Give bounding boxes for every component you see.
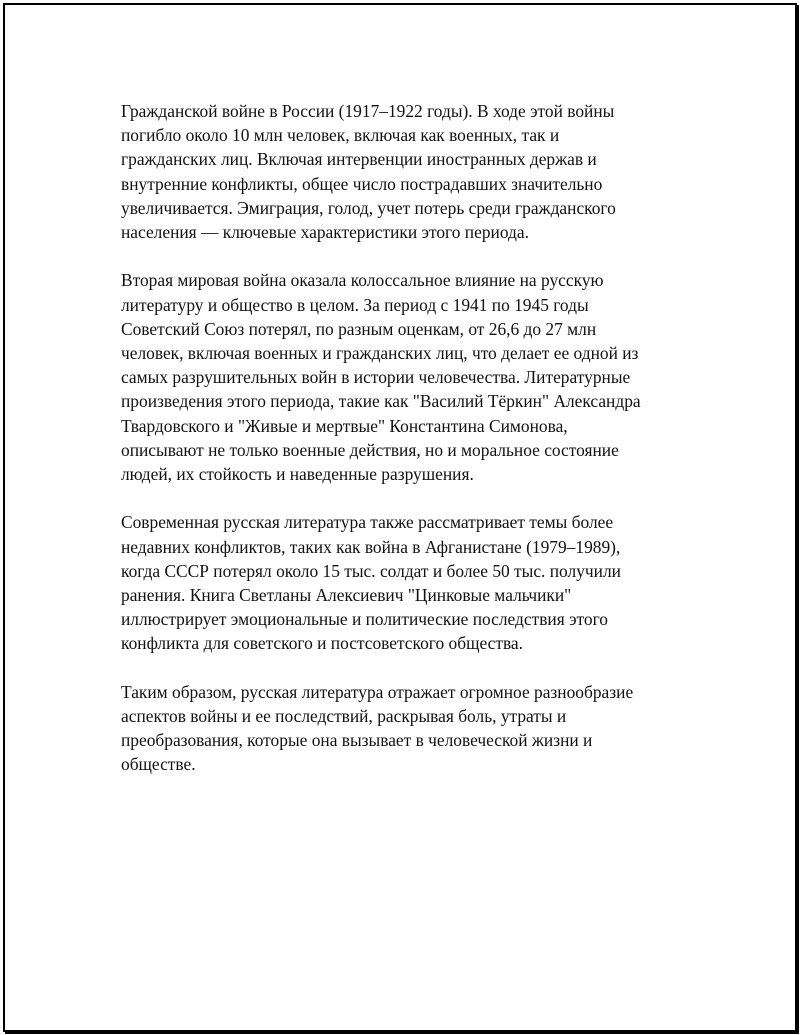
text-line: людей, их стойкость и наведенные разрушения. xyxy=(121,464,474,485)
paragraph-world-war-two xyxy=(121,268,691,486)
text-line: Таким образом, русская литература отражает огромное разнообразие xyxy=(121,681,634,702)
text-line: ранения. Книга Светланы Алексиевич "Цинковые мальчики" xyxy=(121,585,572,606)
text-line: увеличивается. Эмиграция, голод, учет потерь среди гражданского xyxy=(121,197,616,218)
paragraph-conclusion xyxy=(121,680,691,777)
text-line: обществе. xyxy=(121,754,196,775)
text-line: Твардовского и "Живые и мертвые" Константина Симонова, xyxy=(121,415,568,436)
paragraph-afghan-war xyxy=(121,510,691,655)
text-line: внутренние конфликты, общее число пострадавших значительно xyxy=(121,173,603,194)
text-line: гражданских лиц. Включая интервенции иностранных держав и xyxy=(121,149,597,170)
text-line: иллюстрирует эмоциональные и политические последствия этого xyxy=(121,609,608,630)
text-line: аспектов войны и ее последствий, раскрывая боль, утраты и xyxy=(121,706,567,727)
text-line: когда СССР потерял около 15 тыс. солдат и более 50 тыс. получили xyxy=(121,560,621,581)
text-line: населения — ключевые характеристики этого периода. xyxy=(121,222,529,243)
text-line: человек, включая военных и гражданских лиц, что делает ее одной из xyxy=(121,343,639,364)
text-line: недавних конфликтов, таких как война в Афганистане (1979–1989), xyxy=(121,536,621,557)
text-line: произведения этого периода, такие как "Василий Тёркин" Александра xyxy=(121,391,641,412)
text-line: конфликта для советского и постсоветского общества. xyxy=(121,633,523,654)
text-line: литературу и общество в целом. За период с 1941 по 1945 годы xyxy=(121,294,589,315)
paragraph-civil-war xyxy=(121,99,691,244)
text-line: описывают не только военные действия, но и моральное состояние xyxy=(121,439,619,460)
text-line: погибло около 10 млн человек, включая как военных, так и xyxy=(121,125,560,146)
text-line: Современная русская литература также рассматривает темы более xyxy=(121,512,614,533)
page-frame xyxy=(3,3,797,1032)
document-body xyxy=(121,99,691,801)
text-line: Советский Союз потерял, по разным оценкам, от 26,6 до 27 млн xyxy=(121,318,597,339)
text-line: Гражданской войне в России (1917–1922 годы). В ходе этой войны xyxy=(121,101,615,121)
text-line: Вторая мировая война оказала колоссальное влияние на русскую xyxy=(121,270,604,291)
text-line: самых разрушительных войн в истории человечества. Литературные xyxy=(121,367,631,388)
text-line: преобразования, которые она вызывает в человеческой жизни и xyxy=(121,730,593,751)
